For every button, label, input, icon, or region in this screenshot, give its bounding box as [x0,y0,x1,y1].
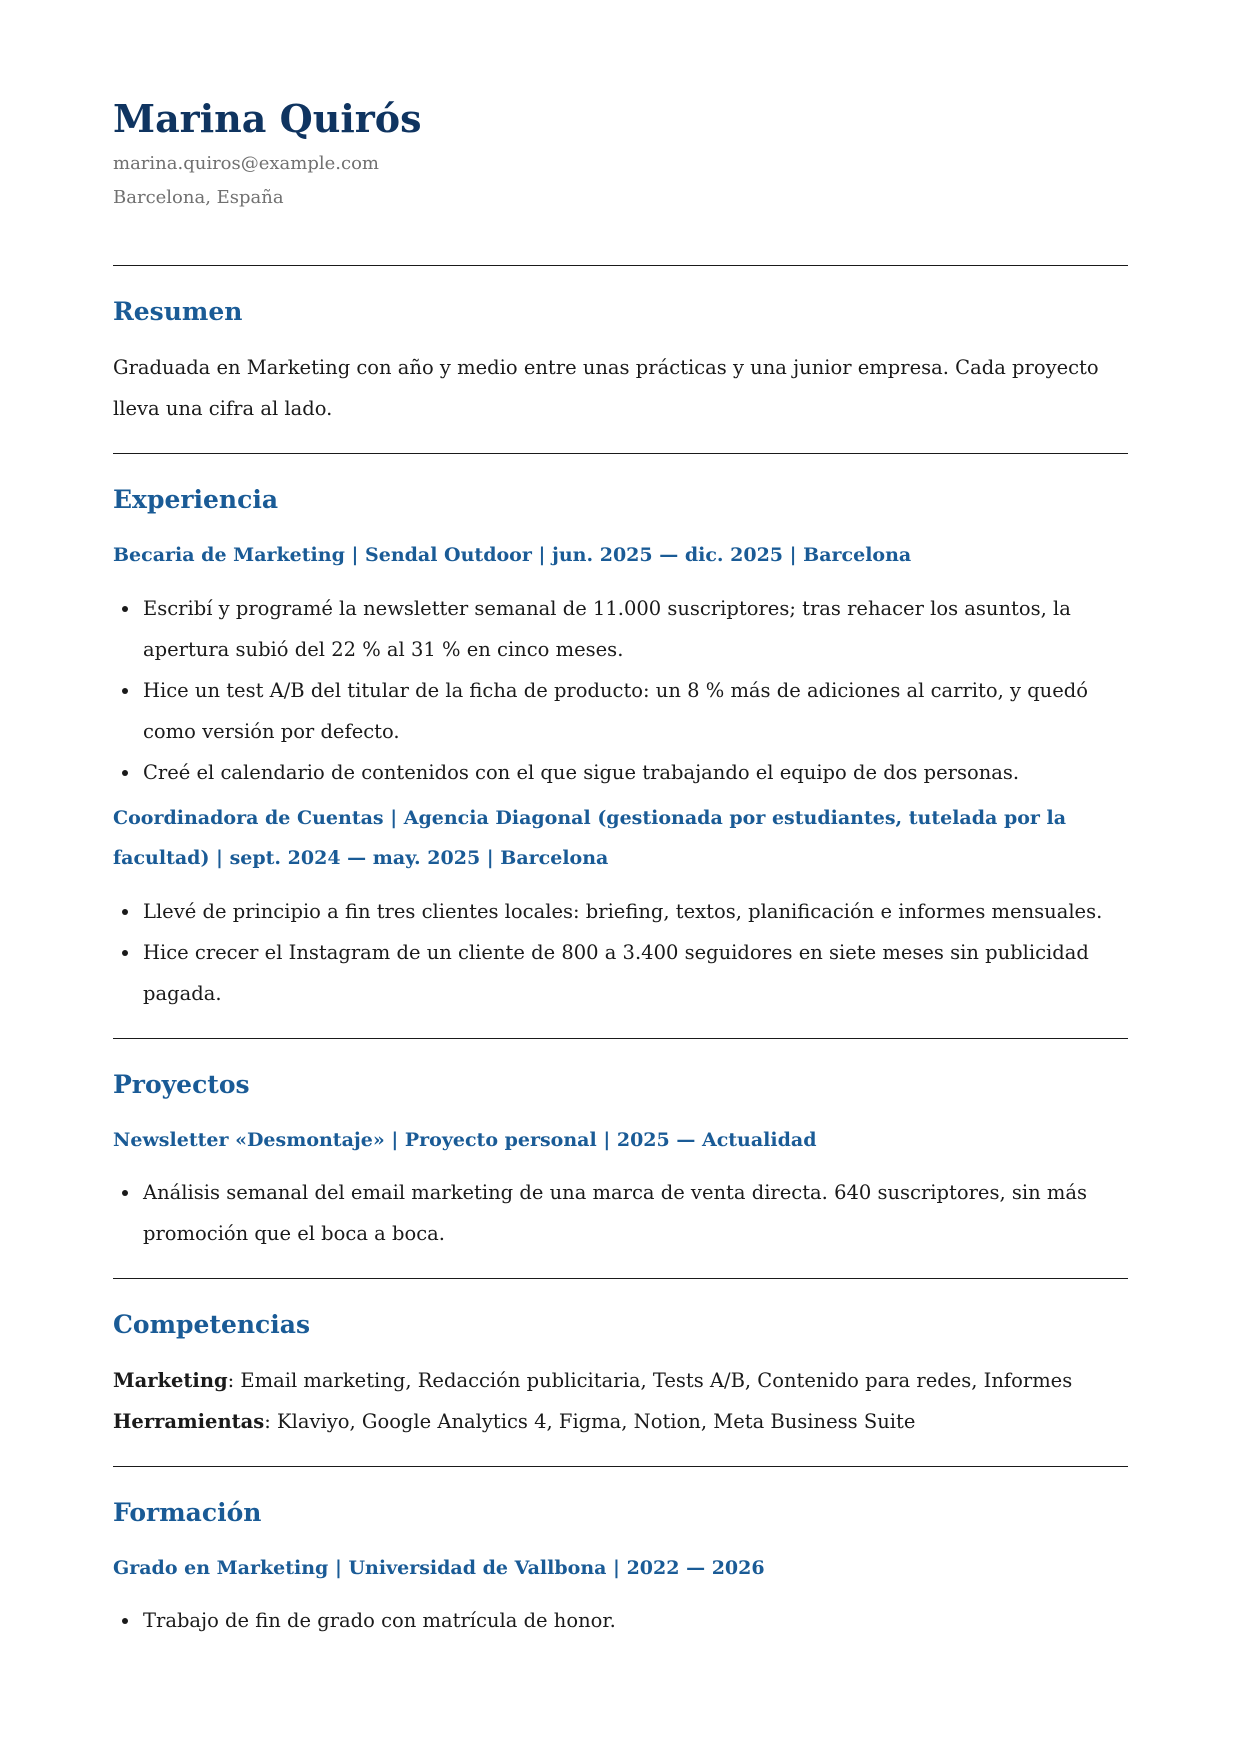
section-divider [113,453,1128,454]
skill-values: : Klaviyo, Google Analytics 4, Figma, Notion, Meta Business Suite [264,1410,916,1433]
skill-values: : Email marketing, Redacción publicitaria, Tests A/B, Contenido para redes, Informes [227,1369,1073,1392]
list-item: • Análisis semanal del email marketing de una marca de venta directa. 640 suscriptores, sin más promoción que el boca a boca. [141,1172,1128,1254]
candidate-name: Marina Quirós [113,96,422,141]
education-bullets [113,1600,1128,1641]
list-item: • Hice un test A/B del titular de la ficha de producto: un 8 % más de adiciones al carrito, y quedó como versión por defecto. [141,670,1128,752]
section-title-education: Formación [113,1498,262,1527]
skill-label: Herramientas [113,1410,265,1433]
job-bullets [113,891,1128,1014]
section-divider [113,1038,1128,1039]
project-heading: Newsletter «Desmontaje» | Proyecto personal | 2025 — Actualidad [113,1129,817,1151]
list-item: • Creé el calendario de contenidos con el que sigue trabajando el equipo de dos personas. [141,752,1128,793]
education-heading: Grado en Marketing | Universidad de Vallbona | 2022 — 2026 [113,1557,765,1579]
section-divider [113,1466,1128,1467]
section-title-experience: Experiencia [113,485,279,514]
job-heading: Coordinadora de Cuentas | Agencia Diagonal (gestionada por estudiantes, tutelada por la facultad) | sept. 2024 — may. 2025 | Barcelona [113,807,1067,869]
contact-location: Barcelona, España [113,187,284,208]
section-divider [113,1278,1128,1279]
list-item: • Trabajo de fin de grado con matrícula de honor. [141,1600,1128,1641]
job-heading: Becaria de Marketing | Sendal Outdoor | jun. 2025 — dic. 2025 | Barcelona [113,544,912,566]
contact-email: marina.quiros@example.com [113,153,380,174]
section-title-projects: Proyectos [113,1070,250,1099]
section-title-skills: Competencias [113,1310,311,1339]
list-item: • Escribí y programé la newsletter semanal de 11.000 suscriptores; tras rehacer los asuntos, la apertura subió del 22 % al 31 % en cinco meses. [141,588,1128,670]
skill-row [113,1360,1128,1401]
section-title-summary: Resumen [113,297,243,326]
summary-text: Graduada en Marketing con año y medio entre unas prácticas y una junior empresa. Cada proyecto lleva una cifra al lado. [113,356,1099,420]
list-item: • Llevé de principio a fin tres clientes locales: briefing, textos, planificación e informes mensuales. [141,891,1128,932]
list-item: • Hice crecer el Instagram de un cliente de 800 a 3.400 seguidores en siete meses sin publicidad pagada. [141,932,1128,1014]
skill-label: Marketing [113,1369,228,1392]
job-bullets [113,588,1128,793]
section-divider [113,265,1128,266]
skill-row [113,1401,1128,1442]
project-bullets [113,1172,1128,1254]
